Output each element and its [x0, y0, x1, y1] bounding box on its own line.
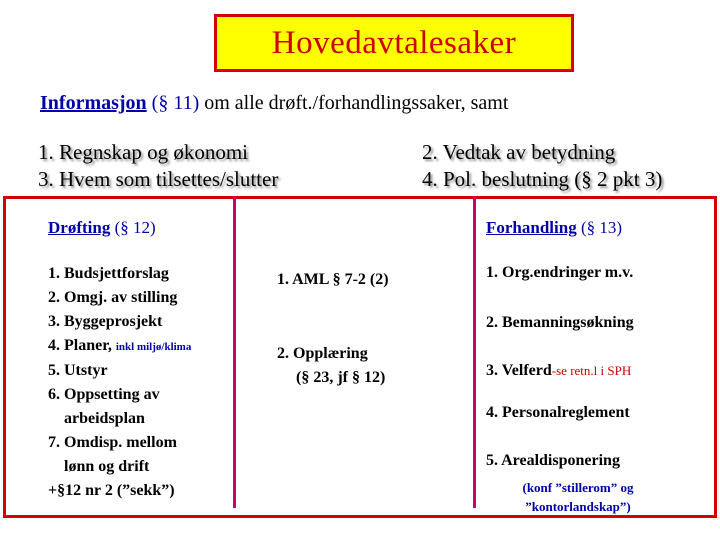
forhandling-ref: (§ 13): [580, 218, 623, 237]
middle-item-aml: 1. AML § 7-2 (2): [277, 271, 389, 288]
list-item: [48, 334, 191, 359]
list-item: +§12 nr 2 (”sekk”): [48, 482, 175, 499]
list-item: 2. Omgj. av stilling: [48, 289, 178, 306]
info-line: [40, 92, 508, 115]
info-ref: (§ 11): [151, 92, 200, 114]
divider-right: [473, 196, 476, 508]
list-item: 6. Oppsetting av: [48, 386, 160, 403]
forhandling-item-2: 2. Bemanningsøkning: [486, 314, 634, 331]
note-line: ”kontorlandskap”): [525, 499, 631, 514]
page-title: Hovedavtalesaker: [271, 24, 517, 61]
topic-3: 3. Hvem som tilsettes/slutter: [38, 167, 279, 191]
info-heading: Informasjon: [40, 92, 147, 114]
divider-left: [233, 196, 236, 508]
drofting-list: [48, 262, 191, 503]
drofting-title: Drøfting: [48, 218, 111, 237]
forhandling-item-1: 1. Org.endringer m.v.: [486, 264, 634, 281]
forhandling-item-5: 5. Arealdisponering: [486, 452, 620, 469]
list-item: arbeidsplan: [64, 410, 145, 427]
info-text: om alle drøft./forhandlingssaker, samt: [199, 92, 509, 114]
list-item-text: 4. Planer,: [48, 337, 116, 354]
topic-1: 1. Regnskap og økonomi: [38, 140, 248, 164]
note-line: (konf ”stillerom” og: [522, 480, 634, 495]
forhandling-item-5-note: [498, 478, 658, 516]
list-item: 1. Budsjettforslag: [48, 265, 169, 282]
list-item: 7. Omdisp. mellom: [48, 434, 177, 451]
forhandling-item-3: [486, 362, 631, 380]
forhandling-item-4: 4. Personalreglement: [486, 404, 630, 421]
forhandling-heading: [486, 218, 622, 238]
forhandling-title: Forhandling: [486, 218, 577, 237]
topic-4: 4. Pol. beslutning (§ 2 pkt 3): [422, 167, 663, 191]
list-item-note: inkl miljø/klima: [115, 341, 192, 353]
list-item: 3. Byggeprosjekt: [48, 313, 163, 330]
forhandling-item-3-note: -se retn.l i SPH: [551, 363, 632, 378]
drofting-ref: (§ 12): [114, 218, 156, 237]
title-box: [214, 14, 574, 72]
middle-item-opplaering-ref: (§ 23, jf § 12): [296, 369, 386, 386]
middle-item-opplaering: 2. Opplæring: [277, 345, 368, 362]
drofting-heading: [48, 218, 156, 238]
list-item: 5. Utstyr: [48, 362, 108, 379]
list-item: lønn og drift: [64, 458, 150, 475]
forhandling-item-3-text: 3. Velferd: [486, 362, 552, 379]
topic-2: 2. Vedtak av betydning: [422, 140, 616, 164]
